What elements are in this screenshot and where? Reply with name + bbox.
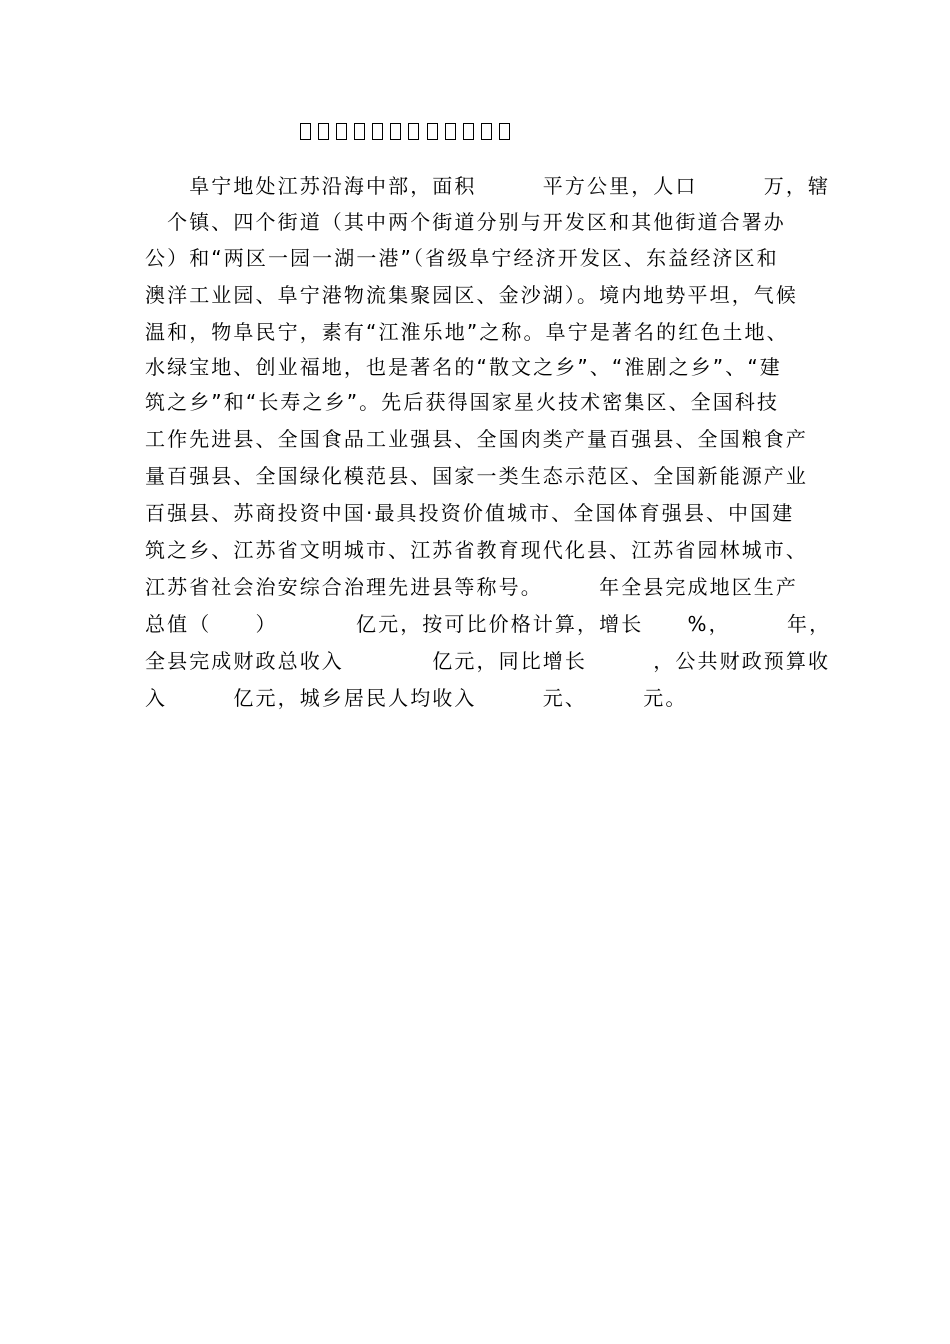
title-glyph: [408, 123, 419, 140]
paragraph-line: 公）和“两区一园一湖一港”（省级阜宁经济开发区、东益经济区和: [145, 246, 779, 270]
title-glyph: [463, 123, 474, 140]
paragraph-line: 百强县、苏商投资中国·最具投资价值城市、全国体育强县、中国建: [145, 501, 795, 525]
paragraph-line: 量百强县、全国绿化模范县、国家一类生态示范区、全国新能源产业: [145, 464, 808, 488]
title-glyph: [336, 123, 347, 140]
paragraph-line: 全县完成财政总收入 亿元，同比增长 ，公共财政预算收: [145, 649, 831, 673]
paragraph-line: 筑之乡、江苏省文明城市、江苏省教育现代化县、江苏省园林城市、: [145, 538, 808, 562]
document-title: [300, 118, 510, 144]
paragraph-line: 入 亿元，城乡居民人均收入 元、 元。: [145, 686, 688, 710]
title-glyph: [481, 123, 492, 140]
title-glyph: [499, 123, 510, 140]
paragraph-line: 总值（ ） 亿元，按可比价格计算，增长 %， 年，: [145, 612, 832, 636]
paragraph-line: 个镇、四个街道（其中两个街道分别与开发区和其他街道合署办: [145, 210, 786, 234]
title-glyph: [372, 123, 383, 140]
title-glyph: [318, 123, 329, 140]
paragraph-line: 阜宁地处江苏沿海中部，面积 平方公里，人口 万，辖: [145, 174, 831, 198]
paragraph-line: 工作先进县、全国食品工业强县、全国肉类产量百强县、全国粮食产: [145, 427, 808, 451]
paragraph-line: 温和，物阜民宁，素有“江淮乐地”之称。阜宁是著名的红色土地、: [145, 320, 789, 344]
paragraph-line: 水绿宝地、创业福地，也是著名的“散文之乡”、“淮剧之乡”、“建: [145, 355, 782, 379]
paragraph-line: 澳洋工业园、阜宁港物流集聚园区、金沙湖）。境内地势平坦，气候: [145, 283, 798, 307]
title-glyph: [445, 123, 456, 140]
title-glyph: [300, 123, 311, 140]
paragraph-line: 江苏省社会治安综合治理先进县等称号。 年全县完成地区生产: [145, 575, 798, 599]
title-glyph: [354, 123, 365, 140]
title-glyph: [427, 123, 438, 140]
paragraph-line: 筑之乡”和“长寿之乡”。先后获得国家星火技术密集区、全国科技: [145, 390, 780, 414]
title-glyph: [390, 123, 401, 140]
